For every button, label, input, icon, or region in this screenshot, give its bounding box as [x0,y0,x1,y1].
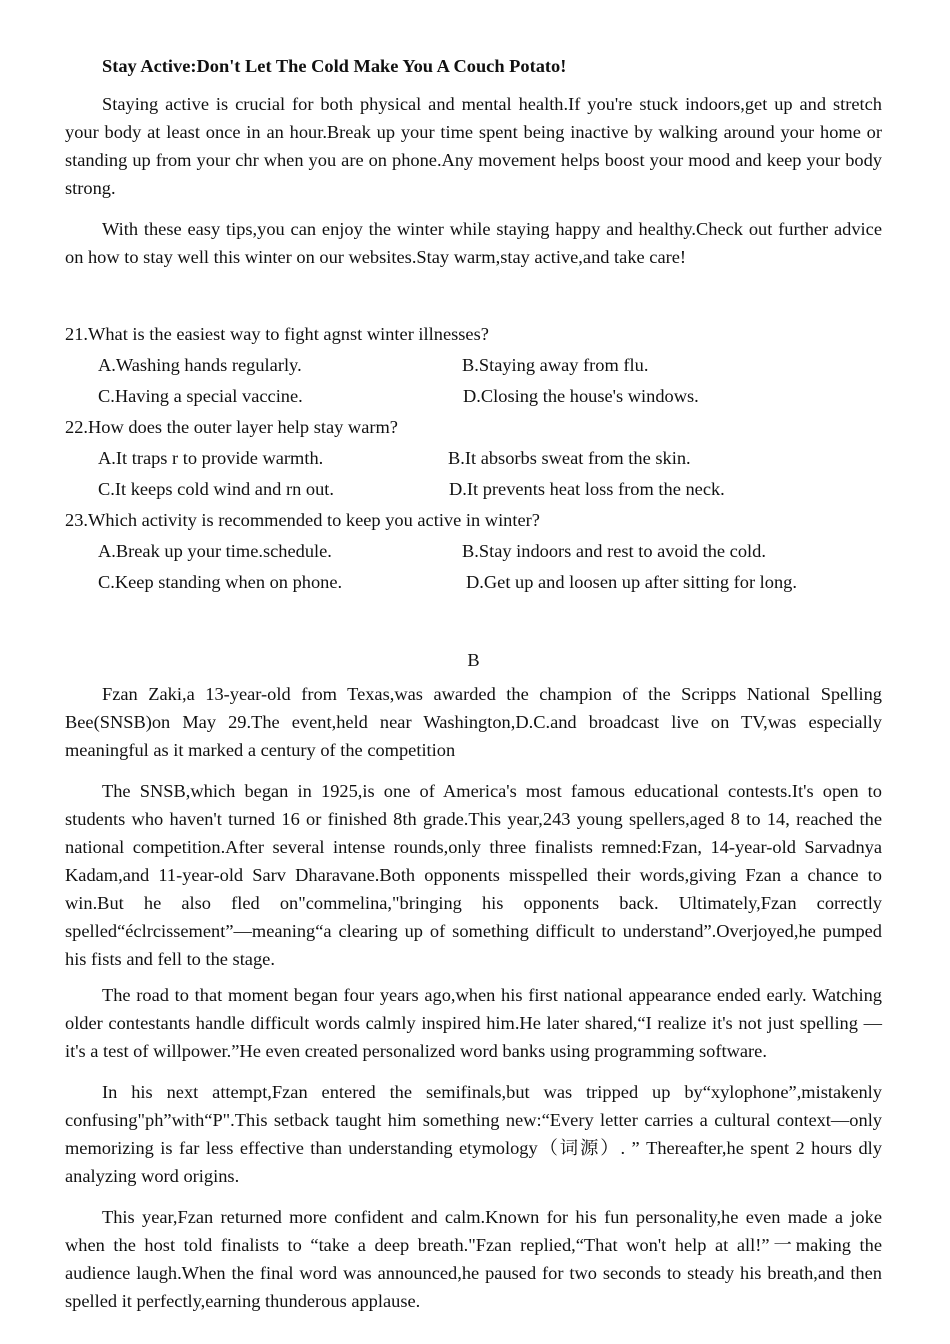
option-row [65,474,882,505]
document-page [65,52,882,1315]
option-a: A.Break up your time.schedule. [98,541,332,561]
option-a: A.It traps r to provide warmth. [98,448,324,468]
option-a: A.Washing hands regularly. [98,355,302,375]
question-stem: 22.How does the outer layer help stay warm? [65,417,398,437]
question-list [65,319,882,598]
question-stem: 21.What is the easiest way to fight agnst winter illnesses? [65,324,489,344]
paragraph: The road to that moment began four years ago,when his first national appearance ended early. Watching older contestants handle difficult words calmly inspired him.He later shared,“I realize it's not just spelling —it's a test of willpower.”He even created personalized word banks using programming software. [65,985,882,1061]
option-c: C.Keep standing when on phone. [98,572,343,592]
option-row [65,443,882,474]
option-d: D.It prevents heat loss from the neck. [449,479,725,499]
paragraph: Staying active is crucial for both physical and mental health.If you're stuck indoors,get up and stretch your body at least once in an hour.Break up your time spent being inactive by walking around your home or standing up from your chr when you are on phone.Any movement helps boost your mood and keep your body strong. [65,94,882,198]
article-title: Stay Active:Don't Let The Cold Make You A Couch Potato! [102,56,567,76]
option-d: D.Get up and loosen up after sitting for long. [466,572,797,592]
paragraph: This year,Fzan returned more confident and calm.Known for his fun personality,he even made a joke when the host told finalists to “take a deep breath."Fzan replied,“That won't help at all!”一making the audience laugh.When the final word was announced,he paused for two seconds to steady his breath,and then spelled it perfectly,earning thunderous applause. [65,1207,882,1311]
option-row [65,350,882,381]
option-b: B.Stay indoors and rest to avoid the cold. [462,541,766,561]
paragraph: Fzan Zaki,a 13-year-old from Texas,was awarded the champion of the Scripps National Spelling Bee(SNSB)on May 29.The event,held near Washington,D.C.and broadcast live on TV,was especially meaningful as it marked a century of the competition [65,684,882,760]
option-c: C.It keeps cold wind and rn out. [98,479,334,499]
section-label: B [467,650,480,670]
option-d: D.Closing the house's windows. [463,386,699,406]
paragraph: The SNSB,which began in 1925,is one of America's most famous educational contests.It's open to students who haven't turned 16 or finished 8th grade.This year,243 young spellers,aged 8 to 14, reached the national competition.After several intense rounds,only three finalists remned:Fzan, 14-year-old Sarvadnya Kadam,and 11-year-old Sarv Dharavane.Both opponents misspelled their words,giving Fzan a chance to win.But he also fled on"commelina,"bringing his opponents back. Ultimately,Fzan correctly spelled“éclrcissement”—meaning“a clearing up of something difficult to understand”.Overjoyed,he pumped his fists and fell to the stage. [65,781,882,969]
option-row [65,567,882,598]
question-stem: 23.Which activity is recommended to keep you active in winter? [65,510,540,530]
option-b: B.It absorbs sweat from the skin. [448,448,691,468]
option-b: B.Staying away from flu. [462,355,649,375]
option-row [65,381,882,412]
paragraph: With these easy tips,you can enjoy the winter while staying happy and healthy.Check out further advice on how to stay well this winter on our websites.Stay warm,stay active,and take care! [65,219,882,267]
option-c: C.Having a special vaccine. [98,386,303,406]
paragraph: In his next attempt,Fzan entered the semifinals,but was tripped up by“xylophone”,mistakenly confusing"ph”with“P".This setback taught him something new:“Every letter carries a cultural context—only memorizing is far less effective than understanding etymology（词源）. ” Thereafter,he spent 2 hours dly analyzing word origins. [65,1082,882,1186]
option-row [65,536,882,567]
